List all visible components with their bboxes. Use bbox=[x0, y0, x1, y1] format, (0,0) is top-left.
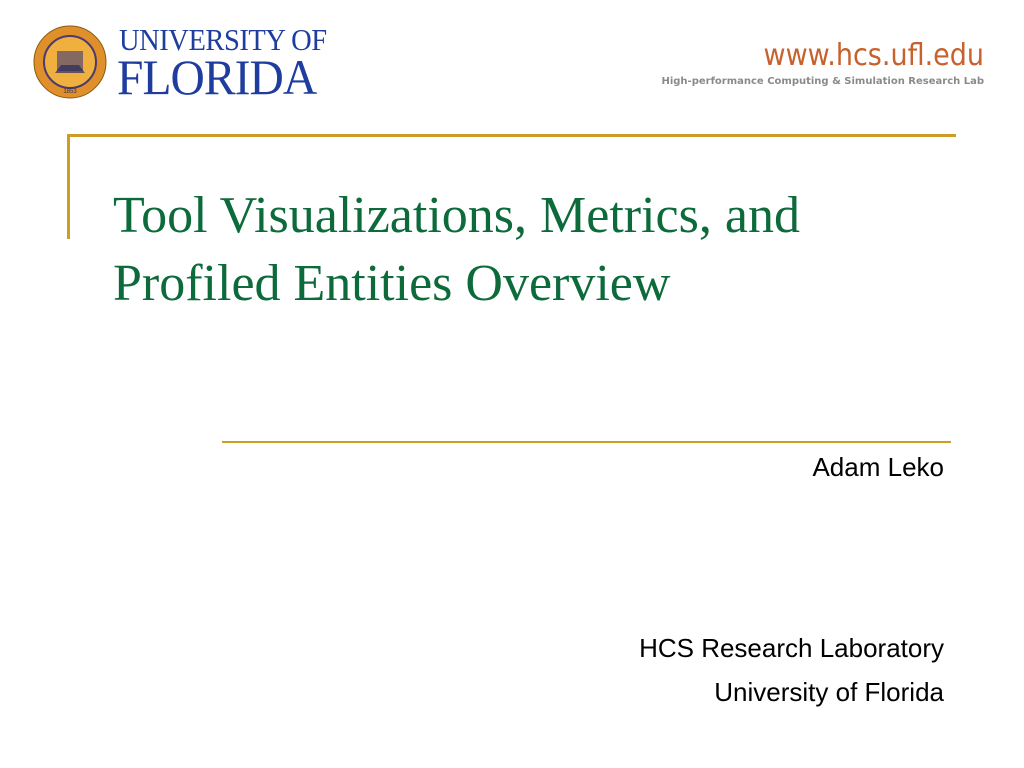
institution-name: University of Florida bbox=[714, 677, 944, 707]
university-seal-logo bbox=[33, 25, 107, 99]
title-frame-top-line bbox=[67, 134, 956, 137]
lab-name: High-performance Computing & Simulation Research Lab bbox=[661, 76, 984, 87]
logo-text-florida: FLORIDA bbox=[117, 49, 317, 105]
lab-url: www.hcs.ufl.edu bbox=[763, 38, 984, 73]
svg-text:1853: 1853 bbox=[63, 89, 77, 95]
logo-text-university-of: UNIVERSITY OF bbox=[119, 22, 327, 57]
title-frame-left-line bbox=[67, 134, 70, 239]
author-name: Adam Leko bbox=[812, 452, 944, 482]
subtitle-divider-line bbox=[222, 441, 951, 443]
slide-title: Tool Visualizations, Metrics, and Profiled Entities Overview bbox=[113, 187, 800, 312]
organization-name: HCS Research Laboratory bbox=[639, 633, 944, 663]
